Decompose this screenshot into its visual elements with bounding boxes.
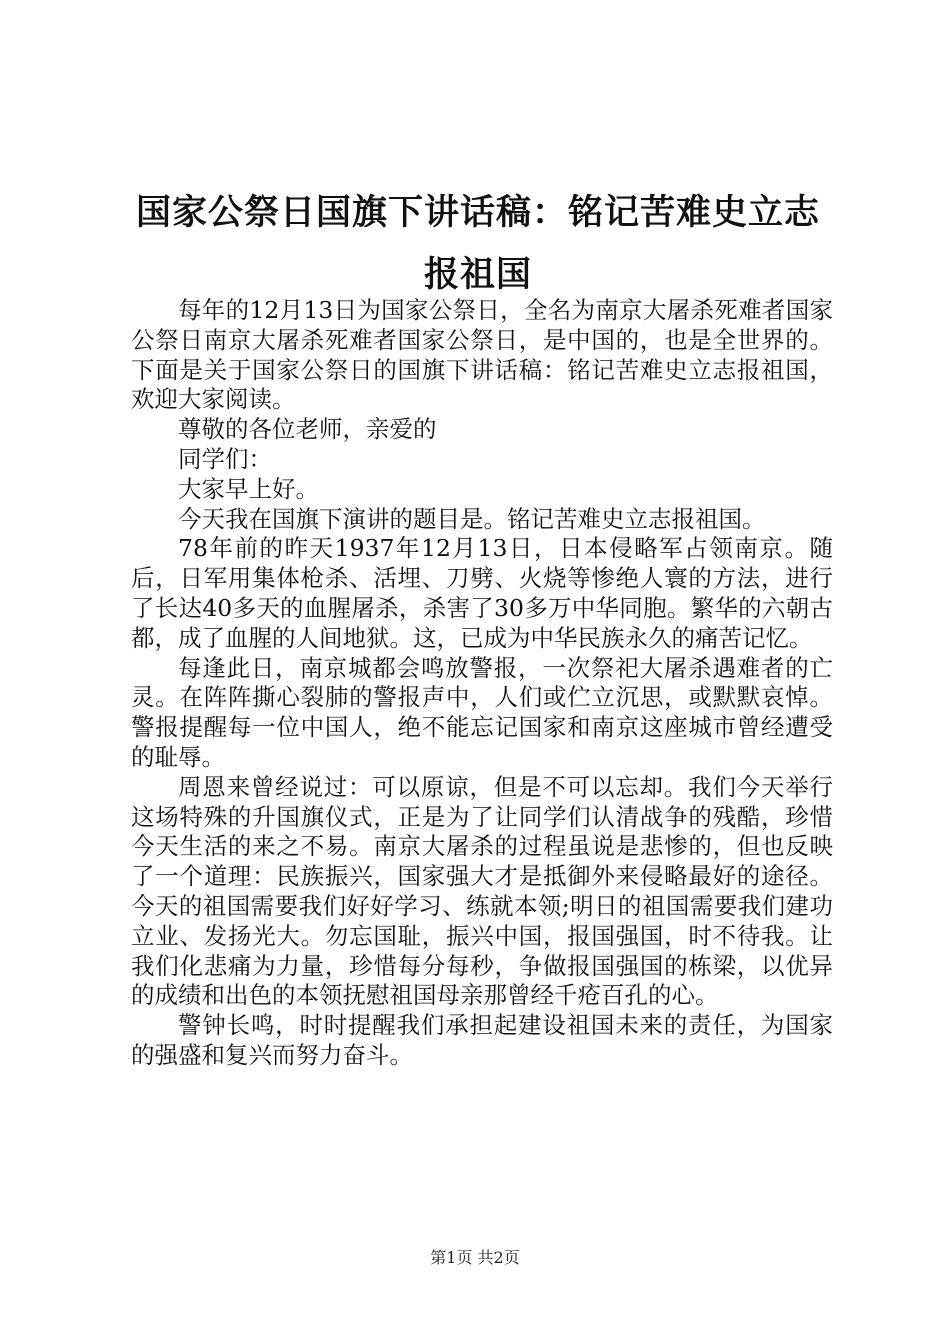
paragraph-greeting: 大家早上好。 (178, 474, 319, 503)
document-body (131, 296, 833, 1071)
page-title: 国家公祭日国旗下讲话稿：铭记苦难史立志报祖国 (135, 193, 820, 295)
page-number-footer: 第1页 共2页 (430, 1248, 520, 1267)
paragraph-memorial: 每逢此日，南京城都会鸣放警报，一次祭祀大屠杀遇难者的亡灵。在阵阵撕心裂肺的警报声中，人们或伫立沉思，或默默哀悼。警报提醒每一位中国人，绝不能忘记国家和南京这座城市曾经遭受的耻辱。 (131, 653, 833, 771)
paragraph-reflection: 周恩来曾经说过：可以原谅，但是不可以忘却。我们今天举行这场特殊的升国旗仪式，正是为了让同学们认清战争的残酷，珍惜今天生活的来之不易。南京大屠杀的过程虽说是悲惨的，但也反映了一个道理：民族振兴，国家强大才是抵御外来侵略最好的途径。今天的祖国需要我们好好学习、练就本领;明日的祖国需要我们建功立业、发扬光大。勿忘国耻，振兴中国，报国强国，时不待我。让我们化悲痛为力量，珍惜每分每秒，争做报国强国的栋梁，以优异的成绩和出色的本领抚慰祖国母亲那曾经千疮百孔的心。 (131, 772, 833, 1010)
paragraph-history: 78年前的昨天1937年12月13日，日本侵略军占领南京。随后，日军用集体枪杀、活埋、刀劈、火烧等惨绝人寰的方法，进行了长达40多天的血腥屠杀，杀害了30多万中华同胞。繁华的六朝古都，成了血腥的人间地狱。这，已成为中华民族永久的痛苦记忆。 (131, 534, 833, 652)
paragraph-salutation-cont: 同学们： (178, 444, 272, 473)
paragraph-topic: 今天我在国旗下演讲的题目是。铭记苦难史立志报祖国。 (178, 504, 766, 533)
paragraph-closing: 警钟长鸣，时时提醒我们承担起建设祖国未来的责任，为国家的强盛和复兴而努力奋斗。 (131, 1011, 833, 1069)
paragraph-intro: 每年的12月13日为国家公祭日，全名为南京大屠杀死难者国家公祭日南京大屠杀死难者国家公祭日，是中国的，也是全世界的。下面是关于国家公祭日的国旗下讲话稿：铭记苦难史立志报祖国，欢迎大家阅读。 (131, 296, 833, 414)
paragraph-salutation: 尊敬的各位老师，亲爱的 (178, 415, 437, 444)
